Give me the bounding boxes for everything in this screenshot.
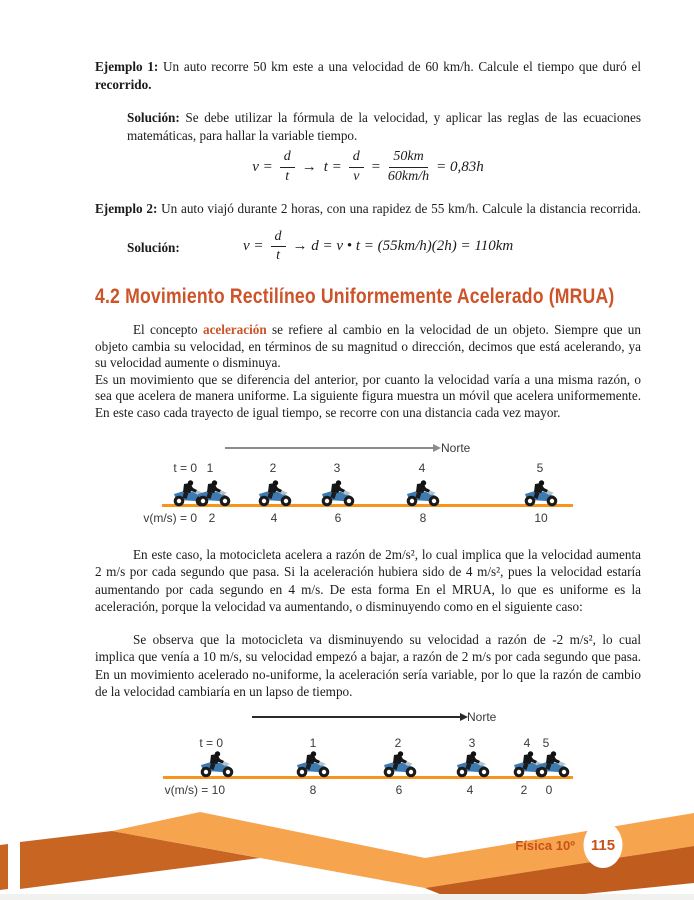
time-tick-label: 3 — [333, 461, 341, 475]
para2-line1: En este caso, la motocicleta acelera a razón de 2m/s², lo cual implica que la velocidad aumenta — [133, 547, 641, 562]
example2-text: Un auto viajó durante 2 horas, con una rapidez de 55 km/h. Calcule la distancia recorrida. — [157, 201, 641, 216]
para2-line2: 2 m/s por cada segundo que pasa. Si la aceleración hubiera sido de 4 m/s², pues la velocidad estaría — [95, 564, 641, 580]
footer-course-label: Física 10º — [515, 838, 575, 853]
example1-line2: recorrido. — [95, 77, 152, 92]
north-arrow-line — [225, 447, 433, 449]
para2-line4: aceleración, porque la velocidad va aumentando, o disminuyendo como en el siguiente caso: — [95, 599, 583, 615]
speed-tick-label: 8 — [419, 511, 427, 525]
acceleration-keyword: aceleración — [202, 322, 267, 337]
solution1-text: Se debe utilizar la fórmula de la velocidad, y aplicar las reglas de las ecuaciones — [179, 110, 641, 125]
distance-formula — [243, 229, 513, 264]
formula2-fraction-dt — [271, 229, 286, 264]
motorcycle-glyph — [535, 750, 571, 778]
para3-line4: de la velocidad cambiaría en un lapso de tiempo. — [95, 684, 353, 700]
para1-l1c: se refiere al cambio en la velocidad de un objeto. Siempre que un — [266, 322, 641, 337]
example1-paragraph — [95, 58, 641, 94]
deceleration-figure — [0, 710, 694, 805]
formula2-num: d — [271, 229, 286, 247]
acceleration-intro-paragraph — [95, 322, 641, 422]
speed-prefix-label: v(m/s) = 0 — [143, 511, 197, 525]
motorcycle-icon — [405, 479, 441, 507]
example1-line1 — [95, 58, 641, 76]
north-label: Norte — [467, 710, 497, 724]
motorcycle-icon — [196, 479, 232, 507]
para1-line4: Es un movimiento que se diferencia del anterior, por cuanto la velocidad varía a una misma razón, o — [95, 371, 641, 387]
page-number: 115 — [590, 837, 616, 854]
motorcycle-glyph — [320, 479, 356, 507]
example1-label: Ejemplo 1: — [95, 59, 159, 74]
example2-line — [95, 200, 641, 218]
para3-line1: Se observa que la motocicleta va disminuyendo su velocidad a razón de -2 m/s², lo cual — [133, 632, 641, 647]
motorcycle-icon — [523, 479, 559, 507]
time-tick-label: 5 — [536, 461, 544, 475]
formula1-fraction-dt — [280, 149, 295, 184]
para3-line2: implica que venía a 10 m/s, su velocidad empezó a bajar, a razón de 2 m/s por cada segundo que pasa. — [95, 649, 641, 665]
time-tick-label: 1 — [206, 461, 214, 475]
solution1-paragraph — [127, 109, 641, 145]
time-tick-label: 5 — [542, 736, 550, 750]
speed-tick-label: 6 — [334, 511, 342, 525]
motorcycle-icon — [320, 479, 356, 507]
formula2-rest: → d = v • t = (55km/h)(2h) = 110km — [292, 238, 514, 255]
motorcycle-icon — [382, 750, 418, 778]
motorcycle-glyph — [295, 750, 331, 778]
speed-tick-label: 8 — [309, 783, 317, 797]
speed-tick-label: 10 — [534, 511, 548, 525]
time-prefix-label: t = 0 — [173, 461, 197, 475]
formula1-arrow: → — [301, 158, 317, 175]
para3-line3: En un movimiento acelerado no-uniforme, la aceleración sería variable, por lo que la razón de cambio — [95, 666, 641, 682]
example2-paragraph — [95, 200, 641, 218]
formula1-fraction-dv — [349, 149, 364, 184]
speed-prefix-label: v(m/s) = 10 — [164, 783, 225, 797]
speed-tick-label: 6 — [395, 783, 403, 797]
formula1-mid: t = — [323, 158, 342, 175]
velocity-time-formula — [95, 144, 641, 190]
ribbon-dark-sliver — [0, 844, 8, 890]
solution1-line1 — [127, 109, 641, 127]
solution1-label: Solución: — [127, 110, 180, 125]
deceleration-explanation-paragraph — [95, 631, 641, 701]
example1-text: Un auto recorre 50 km este a una velocidad de 60 km/h. Calcule el tiempo que duró el — [158, 59, 641, 74]
motorcycle-icon — [295, 750, 331, 778]
motorcycle-glyph — [405, 479, 441, 507]
speed-tick-label: 2 — [208, 511, 216, 525]
motorcycle-glyph — [523, 479, 559, 507]
solution2-label: Solución: — [127, 240, 180, 255]
time-tick-label: 2 — [394, 736, 402, 750]
motorcycle-glyph — [455, 750, 491, 778]
formula1-num3: 50km — [389, 149, 427, 167]
para1-line1 — [95, 322, 641, 339]
formula1-fraction-values — [388, 149, 429, 184]
section-title: 4.2 Movimiento Rectilíneo Uniformemente Acelerado (MRUA) — [95, 285, 615, 308]
speed-tick-label: 2 — [520, 783, 528, 797]
speed-tick-label: 4 — [270, 511, 278, 525]
formula1-equals: = — [370, 158, 381, 175]
motorcycle-icon — [257, 479, 293, 507]
acceleration-explanation-paragraph — [95, 546, 641, 616]
time-tick-label: 4 — [418, 461, 426, 475]
north-arrow-head — [433, 444, 441, 452]
motorcycle-icon — [455, 750, 491, 778]
formula1-den3: 60km/h — [387, 168, 430, 184]
motorcycle-glyph — [382, 750, 418, 778]
motorcycle-icon — [535, 750, 571, 778]
example2-label: Ejemplo 2: — [95, 201, 158, 216]
time-prefix-label: t = 0 — [199, 736, 223, 750]
formula1-lhs: v = — [252, 158, 273, 175]
para1-line5: sea que acelera de manera uniforme. La siguiente figura muestra un móvil que acelera uniformemente. — [95, 388, 641, 404]
para1-l1a: El concepto — [133, 322, 203, 337]
motorcycle-glyph — [257, 479, 293, 507]
formula1-num2: d — [349, 149, 364, 167]
para1-line2: objeto cambia su velocidad, en términos de su magnitud o dirección, decimos que está acelerando, ya — [95, 338, 641, 354]
north-arrow-line — [252, 716, 460, 718]
formula1-result: = 0,83h — [436, 158, 484, 175]
footer-ribbon — [0, 810, 694, 900]
time-tick-label: 1 — [309, 736, 317, 750]
time-tick-label: 2 — [269, 461, 277, 475]
para2-line3: aumentando por cada segundo en 4 m/s. De esta forma En el MRUA, lo que es uniforme es la — [95, 581, 641, 597]
para1-line3: su velocidad aumente o disminuya. — [95, 355, 281, 371]
time-tick-label: 4 — [523, 736, 531, 750]
formula1-den2: v — [353, 168, 360, 184]
motorcycle-icon — [199, 750, 235, 778]
acceleration-figure — [0, 440, 694, 535]
solution1-line2: matemáticas, para hallar la variable tiempo. — [127, 128, 358, 143]
formula1-den1: t — [285, 168, 290, 184]
formula2-den: t — [276, 248, 280, 264]
north-label: Norte — [441, 441, 471, 455]
time-tick-label: 3 — [468, 736, 476, 750]
motorcycle-glyph — [196, 479, 232, 507]
motorcycle-glyph — [199, 750, 235, 778]
formula1-num1: d — [280, 149, 295, 167]
speed-tick-label: 4 — [466, 783, 474, 797]
formula2-lhs: v = — [243, 238, 264, 255]
page-bottom-strip — [0, 894, 694, 900]
para1-line6: En este caso cada trayecto de igual tiempo, se recorre con una distancia cada vez mayor. — [95, 404, 561, 420]
speed-tick-label: 0 — [545, 783, 553, 797]
